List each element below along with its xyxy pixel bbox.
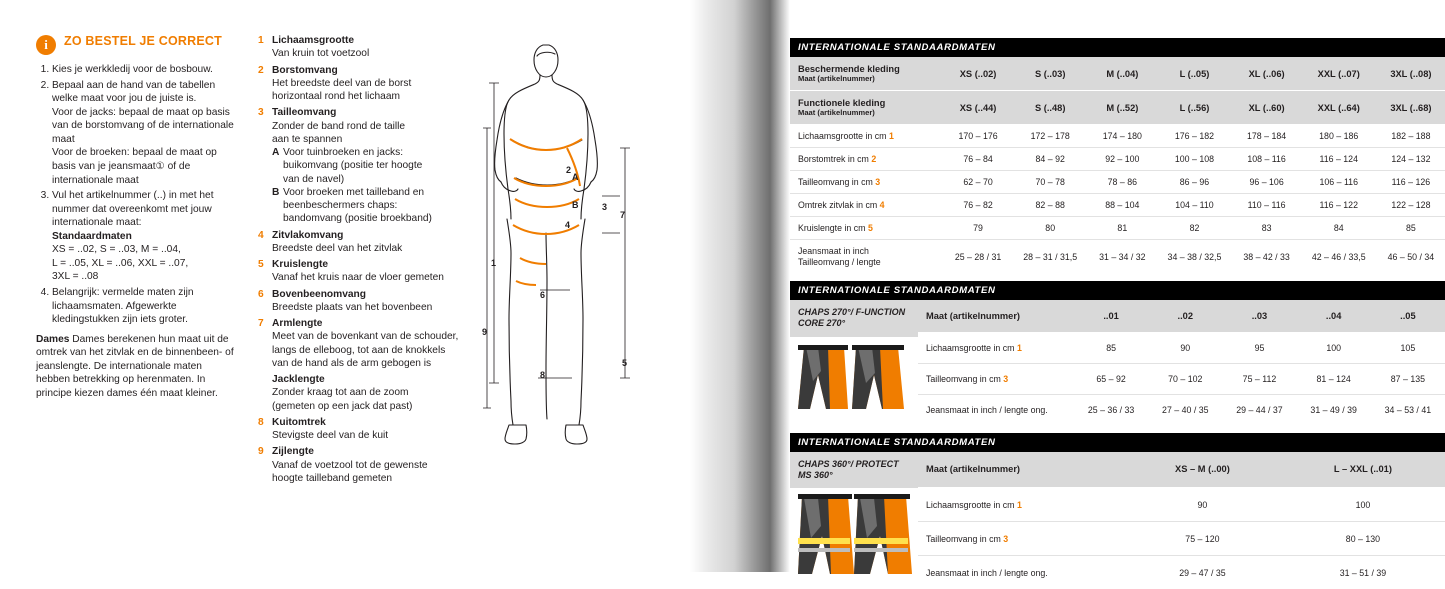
callout-7: 7: [620, 210, 626, 220]
chaps270-table: [918, 300, 1445, 425]
col-m-func: M (..52): [1088, 91, 1156, 125]
measurement-legend: [258, 34, 480, 488]
main-size-table-block: [790, 38, 1445, 273]
callout-5: 5: [622, 358, 628, 368]
step2-extra-b: Voor de broeken: bepaal de maat op basis van je jeansmaat① of de internationale maat: [52, 147, 217, 186]
col-xl: XL (..06): [1233, 57, 1301, 91]
row-num-icon: 1: [888, 131, 894, 141]
chaps270-product-image: [790, 337, 918, 425]
legend-item-1: 1 Lichaamsgrootte Van kruin tot voetzool: [258, 35, 370, 60]
body-measurement-figure: [480, 28, 685, 448]
table-row: Tailleomvang in cm 3 75 – 120 80 – 130: [918, 522, 1445, 556]
standard-sizes-line-3: 3XL = ..08: [52, 271, 99, 283]
chaps360-product: [790, 452, 918, 589]
step2-extra-a: Voor de jacks: bepaal de maat op basis van de borstomvang of de internationale maat: [52, 106, 234, 145]
legend-sub-b: B Voor broeken met tailleband en beenbeschermers chaps: bandomvang (positie broekband): [272, 186, 432, 225]
legend-item-jacklengte: Jacklengte Zonder kraag tot aan de zoom (gemeten op een jack dat past): [272, 374, 413, 412]
legend-item-9: 9 Zijlengte Vanaf de voetzool tot de gewenste hoogte tailleband gemeten: [258, 446, 428, 484]
legend-item-5: 5 Kruislengte Vanaf het kruis naar de vloer gemeten: [258, 259, 444, 284]
legend-item-6: 6 Bovenbeenomvang Breedste plaats van het bovenbeen: [258, 288, 433, 313]
col-3xl: 3XL (..08): [1377, 57, 1445, 91]
table-row: Jeansmaat in inch / lengte ong. 25 – 36 / 33 27 – 40 / 35 29 – 44 / 37 31 – 49 / 39 34 – 53 / 41: [918, 394, 1445, 424]
info-icon: i: [36, 35, 56, 55]
protective-clothing-label: Beschermende kleding: [798, 64, 900, 74]
chaps360-table: [918, 452, 1445, 589]
legend-item-7: 7 Armlengte Meet van de bovenkant van de schouder, langs de elleboog, tot aan de knokkels van de hand als de arm gebogen is: [258, 318, 459, 369]
chaps360-product-image: [790, 488, 918, 589]
list-item: 3. Vul het artikelnummer (..) in met het nummer dat overeenkomt met jouw internationale maat: Standaardmaten XS = ..02, S = ..03, M = ..04, L = ..05, XL = ..06, XXL = ..07, 3XL = ..08: [52, 189, 236, 284]
chaps360-table-block: [790, 433, 1445, 589]
chaps270-table-block: [790, 281, 1445, 425]
callout-9: 9: [482, 327, 488, 337]
footnote-text: Dames berekenen hun maat uit de omtrek van het zitvlak en de binnenbeen- of jeanslengte. De internationale maten hebben betrekking op herenmaten. In principe kiezen dames één maat kleiner.: [36, 333, 234, 399]
chaps270-product-name: CHAPS 270°/ F-UNCTION CORE 270°: [790, 300, 918, 337]
table-row: Lichaamsgrootte in cm 1 90 100: [918, 488, 1445, 522]
howto-title: ZO BESTEL JE CORRECT: [64, 34, 222, 48]
legend-item-4: 4 Zitvlakomvang Breedste deel van het zitvlak: [258, 229, 403, 254]
callout-8: 8: [540, 370, 546, 380]
list-item: 4. Belangrijk: vermelde maten zijn lichaamsmaten. Afgewerkte kledingstukken zijn iets groter.: [52, 286, 236, 327]
list-item: 2. Bepaal aan de hand van de tabellen welke maat voor jou de juiste is. Voor de jacks: bepaal de maat op basis van de borstomvang of de internationale maat Voor de broeken: bepaal de maat op basis van je jeansmaat① of de internationale maat: [52, 79, 236, 188]
protective-clothing-sub: Maat (artikelnummer): [798, 74, 875, 83]
callout-6: 6: [540, 290, 546, 300]
table-row: Tailleomvang in cm 3 65 – 92 70 – 102 75 – 112 81 – 124 87 – 135: [918, 364, 1445, 395]
col-m: M (..04): [1088, 57, 1156, 91]
chaps270-product: [790, 300, 918, 425]
howto-footnote: [36, 333, 236, 401]
col-s: S (..03): [1012, 57, 1088, 91]
table-row: Kruislengte in cm 5 79 80 81 82 83 84 85: [790, 217, 1445, 240]
col-xl-func: XL (..60): [1233, 91, 1301, 125]
table-row: Jeansmaat in inch Tailleomvang / lengte 25 – 28 / 31 28 – 31 / 31,5 31 – 34 / 32 34 – 38 / 32,5 38 – 42 / 33 42 – 46 / 33,5 46 – 50 / 34: [790, 240, 1445, 274]
left-page: [0, 0, 690, 572]
howto-header: [36, 34, 236, 55]
right-page: [790, 0, 1445, 578]
callout-3: 3: [602, 202, 608, 212]
callout-b: B: [572, 200, 579, 210]
table-row: Borstomtrek in cm 2 76 – 84 84 – 92 92 – 100 100 – 108 108 – 116 116 – 124 124 – 132: [790, 148, 1445, 171]
legend-item-2: 2 Borstomvang Het breedste deel van de borst horizontaal rond het lichaam: [258, 64, 412, 102]
table-row: Jeansmaat in inch / lengte ong. 29 – 47 / 35 31 – 51 / 39: [918, 556, 1445, 589]
table-row: Omtrek zitvlak in cm 4 76 – 82 82 – 88 88 – 104 104 – 110 110 – 116 116 – 122 122 – 128: [790, 194, 1445, 217]
legend-sub-a: A Voor tuinbroeken en jacks: buikomvang (positie ter hoogte van de navel): [272, 147, 423, 185]
standard-sizes-line-1: XS = ..02, S = ..03, M = ..04,: [52, 244, 181, 256]
table-row: Lichaamsgrootte in cm 1 170 – 176 172 – 178 174 – 180 176 – 182 178 – 184 180 – 186 182 – 188: [790, 125, 1445, 148]
page-spine: [690, 0, 790, 572]
col-l: L (..05): [1156, 57, 1232, 91]
col-xxl: XXL (..07): [1301, 57, 1377, 91]
table-row: Tailleomvang in cm 3 62 – 70 70 – 78 78 – 86 86 – 96 96 – 106 106 – 116 116 – 126: [790, 171, 1445, 194]
main-size-table: [790, 57, 1445, 273]
col-xxl-func: XXL (..64): [1301, 91, 1377, 125]
callout-a: A: [572, 172, 579, 182]
col-l-func: L (..56): [1156, 91, 1232, 125]
chaps270-header: Maat (artikelnummer) ..01 ..02 ..03 ..04 ..05: [918, 300, 1445, 333]
functional-clothing-label: Functionele kleding: [798, 98, 886, 108]
table-header-protective: [790, 57, 1445, 91]
legend-item-3: 3 Tailleomvang Zonder de band rond de taille aan te spannen A Voor tuinbroeken en jacks: buikomvang (positie ter hoogte van de navel) B Voor broeken met tailleband en beenbeschermers chaps: bandomvang (positie broekband): [258, 106, 480, 225]
howto-block: [36, 34, 236, 401]
standard-sizes-line-2: L = ..05, XL = ..06, XXL = ..07,: [52, 257, 189, 269]
col-3xl-func: 3XL (..68): [1377, 91, 1445, 125]
callout-4: 4: [565, 220, 571, 230]
howto-steps: [36, 63, 236, 327]
col-xs: XS (..02): [944, 57, 1012, 91]
main-table-title: INTERNATIONALE STANDAARDMATEN: [790, 38, 1445, 57]
chaps270-table-title: INTERNATIONALE STANDAARDMATEN: [790, 281, 1445, 300]
table-row: Lichaamsgrootte in cm 1 85 90 95 100 105: [918, 333, 1445, 364]
footnote-lead: Dames: [36, 333, 70, 345]
chaps360-header: Maat (artikelnummer) XS – M (..00) L – XXL (..01): [918, 452, 1445, 488]
legend-item-8: 8 Kuitomtrek Stevigste deel van de kuit: [258, 416, 389, 441]
callout-2: 2: [566, 165, 572, 175]
functional-clothing-sub: Maat (artikelnummer): [798, 108, 875, 117]
chaps360-product-name: CHAPS 360°/ PROTECT MS 360°: [790, 452, 918, 489]
standard-sizes-title: Standaardmaten: [52, 230, 132, 242]
col-xs-func: XS (..44): [944, 91, 1012, 125]
table-header-functional: [790, 91, 1445, 125]
list-item: 1. Kies je werkkledij voor de bosbouw.: [52, 63, 236, 77]
col-s-func: S (..48): [1012, 91, 1088, 125]
chaps360-table-title: INTERNATIONALE STANDAARDMATEN: [790, 433, 1445, 452]
callout-1: 1: [491, 258, 497, 268]
